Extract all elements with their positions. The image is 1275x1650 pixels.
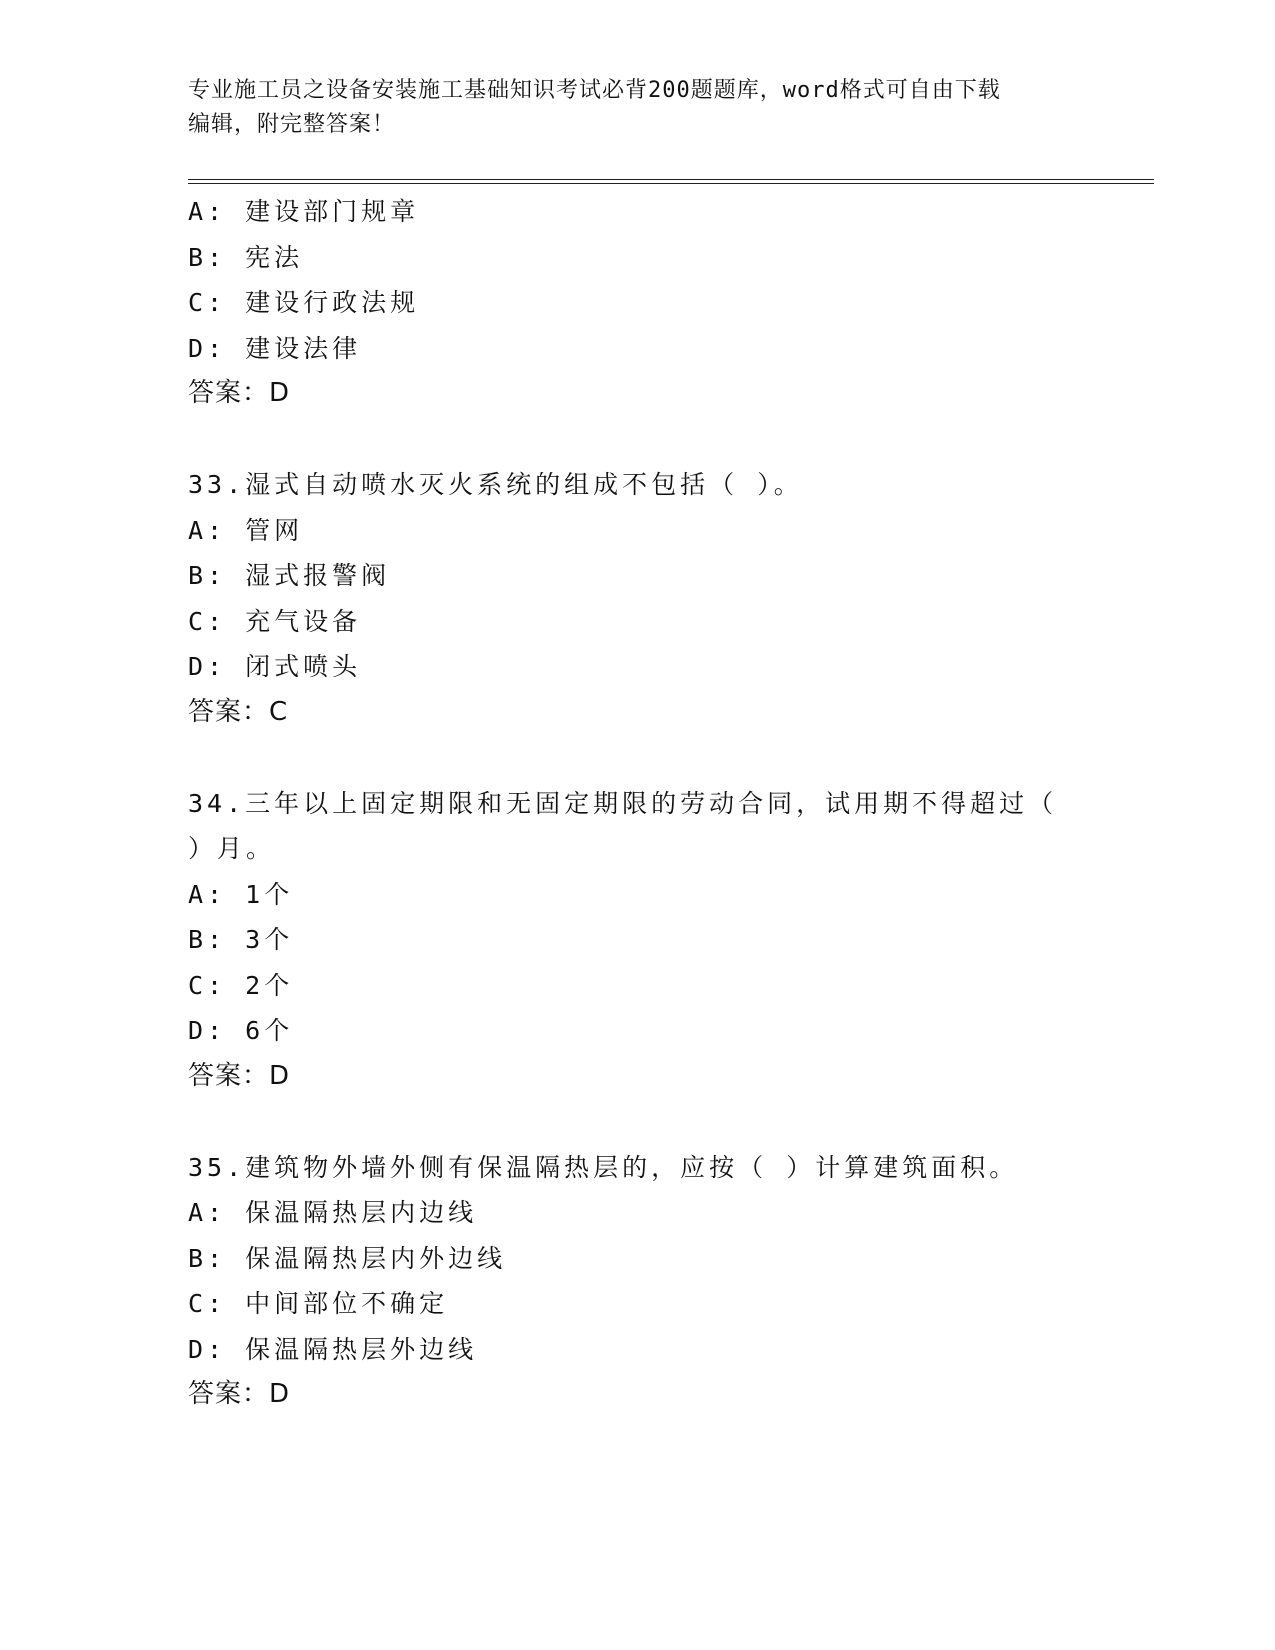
question-list — [188, 189, 1088, 1418]
answer-line: 答案：D — [188, 1060, 291, 1091]
question-35 — [188, 1145, 1088, 1418]
question-32 — [188, 189, 1088, 417]
question-text: 33.湿式自动喷水灭火系统的组成不包括（ ）。 — [188, 470, 803, 499]
document-header — [188, 74, 1088, 142]
header-divider-bottom — [188, 183, 1154, 184]
spacer — [188, 1099, 1088, 1145]
question-34 — [188, 781, 1088, 1100]
option-b: B: 3个 — [188, 925, 294, 954]
option-c: C: 中间部位不确定 — [188, 1289, 449, 1318]
option-d: D: 6个 — [188, 1016, 294, 1045]
option-c: C: 充气设备 — [188, 606, 362, 636]
answer-line: 答案：D — [188, 378, 291, 408]
option-c: C: 建设行政法规 — [188, 288, 420, 317]
option-a: A: 保温隔热层内边线 — [188, 1198, 478, 1227]
header-title-line-1: 专业施工员之设备安装施工基础知识考试必背200题题库，word格式可自由下载 — [188, 78, 1001, 103]
option-b: B: 保温隔热层内外边线 — [188, 1243, 507, 1273]
option-b: B: 湿式报警阀 — [188, 561, 391, 590]
option-d: D: 建设法律 — [188, 333, 362, 363]
header-title-line-2: 编辑，附完整答案！ — [188, 112, 396, 137]
header-divider-top — [188, 179, 1154, 180]
option-d: D: 闭式喷头 — [188, 652, 362, 681]
question-text-line-1: 34.三年以上固定期限和无固定期限的劳动合同，试用期不得超过（ — [188, 788, 1058, 818]
answer-line: 答案：D — [188, 1379, 291, 1409]
answer-line: 答案：C — [188, 696, 289, 727]
option-a: A: 1个 — [188, 879, 294, 909]
spacer — [188, 417, 1088, 463]
spacer — [188, 735, 1088, 781]
question-text-line-2: ）月。 — [188, 834, 276, 863]
option-a: A: 管网 — [188, 515, 304, 545]
option-a: A: 建设部门规章 — [188, 197, 420, 226]
question-text: 35.建筑物外墙外侧有保温隔热层的，应按（ ）计算建筑面积。 — [188, 1152, 1019, 1182]
option-c: C: 2个 — [188, 970, 294, 1000]
option-d: D: 保温隔热层外边线 — [188, 1334, 478, 1364]
option-b: B: 宪法 — [188, 242, 304, 272]
question-33 — [188, 462, 1088, 735]
